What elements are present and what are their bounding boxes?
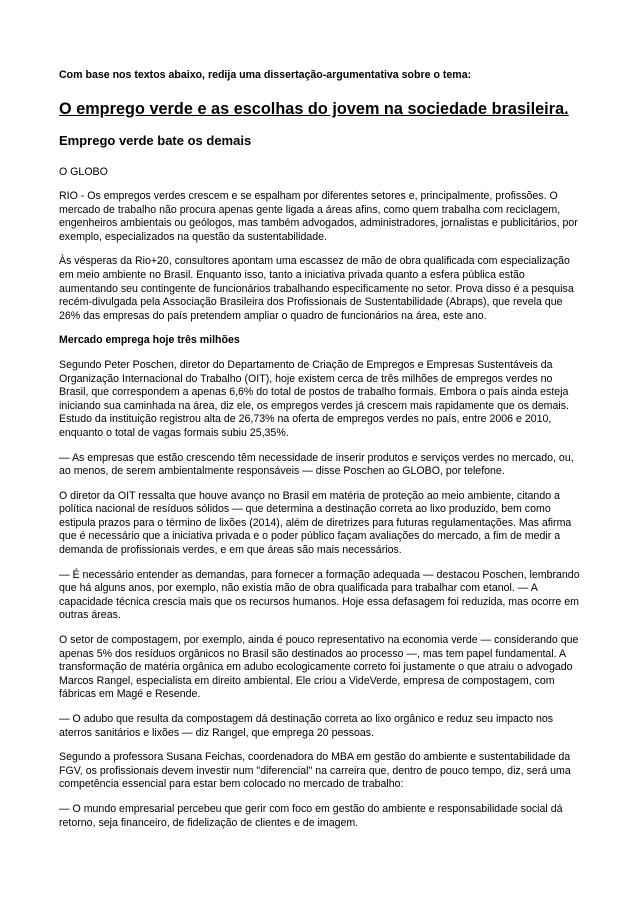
paragraph: — O adubo que resulta da compostagem dá destinação correta ao lixo orgânico e reduz seu impacto nos aterros sanitários e lixões — diz Rangel, que emprega 20 pessoas. [59,713,554,739]
paragraph: — É necessário entender as demandas, para fornecer a formação adequada — destacou Poschen, lembrando que há alguns anos, por exemplo, não existia mão de obra qualificada para trabalhar com etanol. — A capacidade técnica crescia mais que os recursos humanos. Hoje essa defasagem foi reduzida, mas ocorre em outras áreas. [59,568,580,622]
article-source: O GLOBO [59,166,108,178]
paragraph: Às vésperas da Rio+20, consultores apontam uma escassez de mão de obra qualificada com especialização em meio ambiente no Brasil. Enquanto isso, tanto a iniciativa privada quanto a esfera pública estão aumentando seu contingente de funcionários trabalhando especificamente no setor. Prova disso é a pesquisa recém-divulgada pela Associação Brasileira dos Profissionais de Sustentabilidade (Abraps), que revela que 26% das empresas do país pretendem ampliar o quadro de funcionários na área, este ano. [59,255,574,322]
paragraph: Segundo a professora Susana Feichas, coordenadora do MBA em gestão do ambiente e sustentabilidade da FGV, os profissionais devem investir num "diferencial" na carreira que, dentro de pouco tempo, diz, será uma competência essencial para estar bem colocado no mercado de trabalho: [59,751,571,791]
essay-theme-title: O emprego verde e as escolhas do jovem na sociedade brasileira. [59,100,569,118]
paragraph: — O mundo empresarial percebeu que gerir com foco em gestão do ambiente e responsabilidade social dá retorno, seja financeiro, de fidelização de clientes e de imagem. [59,802,563,829]
article-body [59,190,581,841]
instruction-text: Com base nos textos abaixo, redija uma dissertação-argumentativa sobre o tema: [59,69,472,81]
paragraph: Segundo Peter Poschen, diretor do Departamento de Criação de Empregos e Empresas Sustentáveis da Organização Internacional do Trabalho (OIT), hoje existem cerca de três milhões de empregos verdes no Brasil, que correspondem a apenas 6,6% do total de postos de trabalho formais. Embora o país ainda esteja iniciando sua caminhada na área, diz ele, os empregos verdes já crescem mais rapidamente que os demais. Estudo da instituição registrou alta de 26,73% na oferta de empregos verdes no país, entre 2006 e 2010, enquanto o total de vagas formais subiu 25,35%. [59,358,569,439]
article-headline: Emprego verde bate os demais [59,133,252,148]
paragraph: O setor de compostagem, por exemplo, ainda é pouco representativo na economia verde — considerando que apenas 5% dos resíduos orgânicos no Brasil são destinados ao processo —, mas tem papel fundamental. A transformação de matéria orgânica em adubo ecologicamente correto foi justamente o que atraiu o advogado Marcos Rangel, especialista em direito ambiental. Ele criou a VideVerde, empresa de compostagem, com fábricas em Magé e Resende. [59,634,579,701]
paragraph: RIO - Os empregos verdes crescem e se espalham por diferentes setores e, principalmente, profissões. O mercado de trabalho não procura apenas gente ligada a áreas afins, como quem trabalha com reciclagem, engenheiros ambientais ou geólogos, mas também advogados, administradores, jornalistas e publicitários, por exemplo, especializados na questão da sustentabilidade. [59,190,578,243]
section-heading: Mercado emprega hoje três milhões [59,334,240,347]
paragraph: O diretor da OIT ressalta que houve avanço no Brasil em matéria de proteção ao meio ambiente, citando a política nacional de resíduos sólidos — que determina a destinação correta ao lixo produzido, bem como estipula prazos para o término de lixões (2014), além de diretrizes para futuras regulamentações. Mas afirma que é necessário que a iniciativa privada e o poder público façam avaliações do mercado, a fim de medir a demanda de profissionais verdes, e em que áreas são mais necessários. [59,489,572,557]
paragraph: — As empresas que estão crescendo têm necessidade de inserir produtos e serviços verdes no mercado, ou, ao menos, de serem ambientalmente responsáveis — disse Poschen ao GLOBO, por telefone. [59,451,574,478]
